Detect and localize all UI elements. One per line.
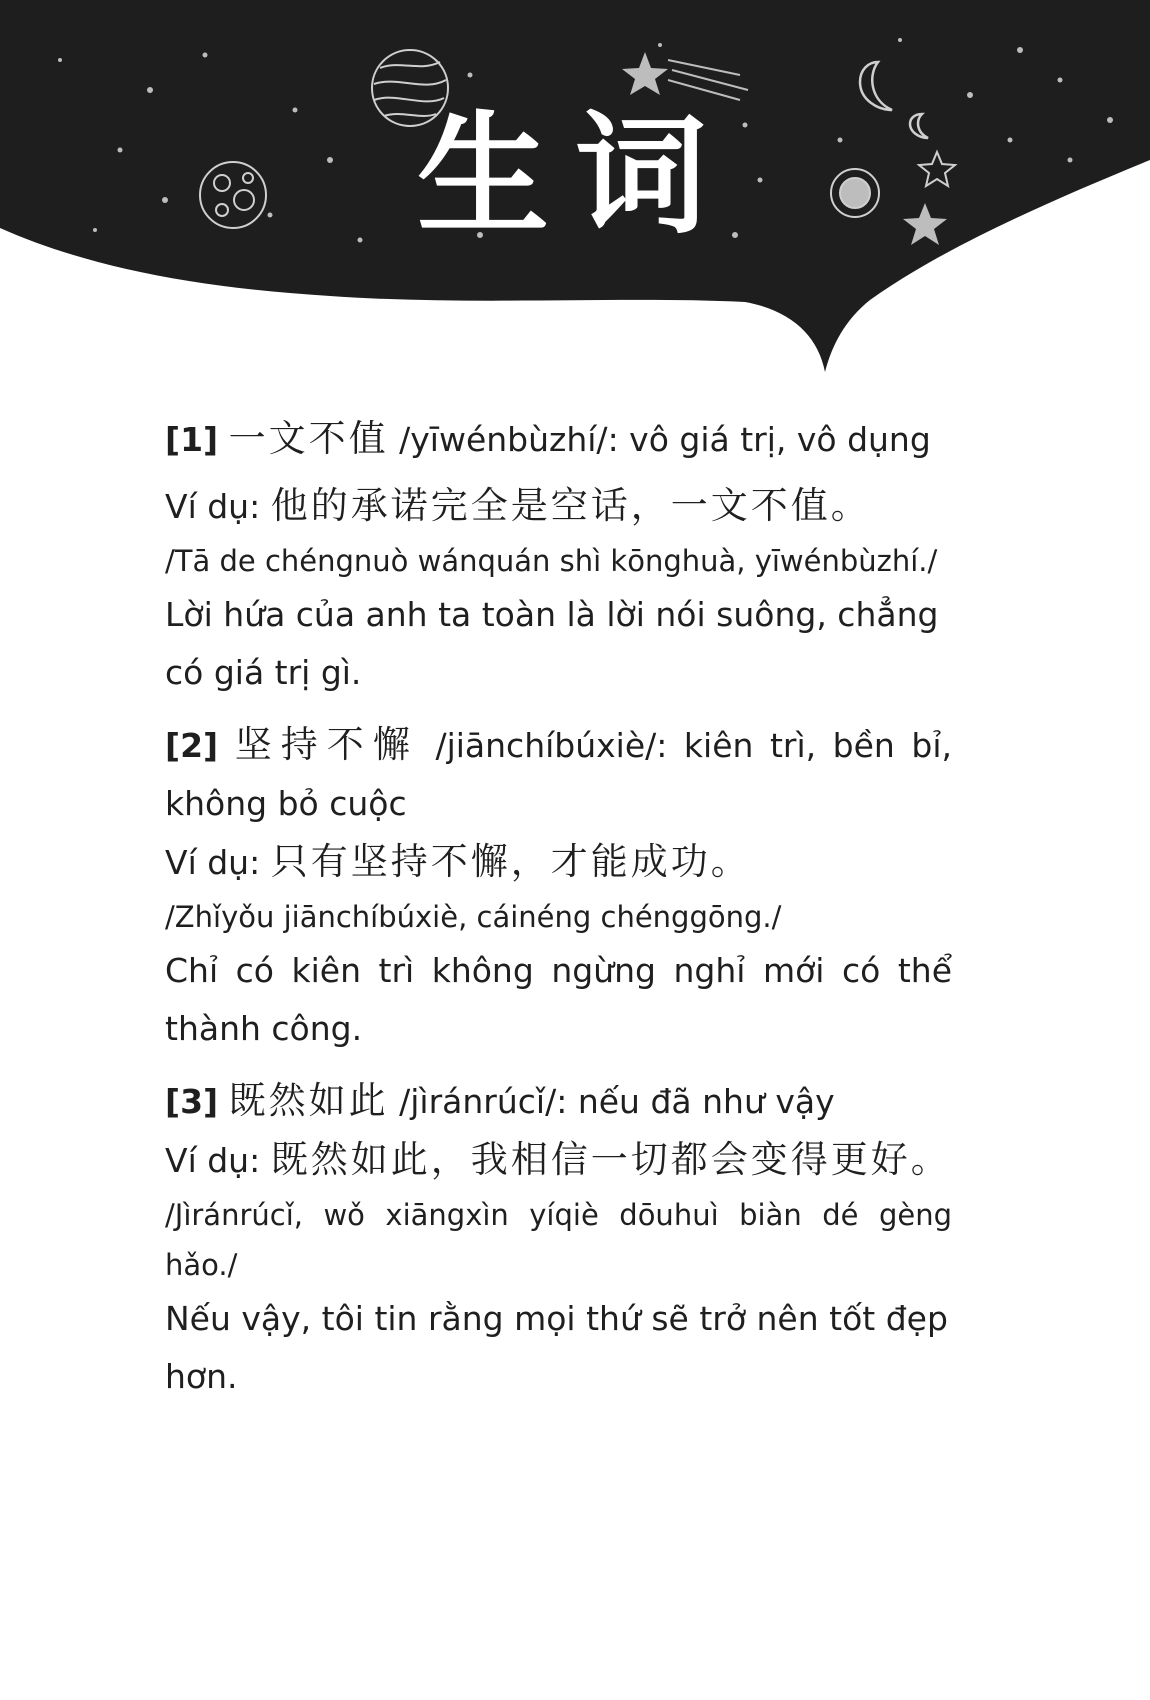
entry-heading <box>165 1072 952 1131</box>
example-hanzi: 他的承诺完全是空话，一文不值。 <box>270 484 871 527</box>
entry-pinyin: /jìránrúcǐ/ <box>399 1082 557 1121</box>
example-pinyin: /Jìránrúcǐ, wǒ xiāngxìn yíqiè dōuhuì biàn dé gèng hǎo./ <box>165 1198 952 1282</box>
entry-number: [2] <box>165 726 219 765</box>
entry-meaning: : vô giá trị, vô dụng <box>607 420 931 459</box>
example-label: Ví dụ: <box>165 1141 271 1180</box>
example-hanzi: 既然如此，我相信一切都会变得更好。 <box>270 1138 951 1181</box>
vocab-entry-3 <box>165 1072 952 1406</box>
entry-pinyin: /jiānchíbúxiè/ <box>435 726 657 765</box>
example-line <box>165 833 952 892</box>
header-banner <box>0 0 1150 420</box>
entry-meaning: : nếu đã như vậy <box>556 1082 835 1121</box>
vocab-entry-1 <box>165 410 952 702</box>
entry-pinyin: /yīwénbùzhí/ <box>399 420 608 459</box>
example-pinyin: /Zhǐyǒu jiānchíbúxiè, cáinéng chénggōng./ <box>165 900 782 934</box>
entry-heading <box>165 410 952 469</box>
entry-number: [1] <box>165 420 219 459</box>
entry-hanzi: 既然如此 <box>228 1079 389 1122</box>
entry-hanzi: 一文不值 <box>228 417 389 460</box>
entry-number: [3] <box>165 1082 219 1121</box>
example-line <box>165 477 952 536</box>
page-title: 生词 <box>417 98 733 253</box>
example-translation: Nếu vậy, tôi tin rằng mọi thứ sẽ trở nên tốt đẹp hơn. <box>165 1299 948 1396</box>
example-pinyin: /Tā de chéngnuò wánquán shì kōnghuà, yīwénbùzhí./ <box>165 544 938 578</box>
example-translation: Chỉ có kiên trì không ngừng nghỉ mới có thể thành công. <box>165 951 952 1048</box>
example-translation: Lời hứa của anh ta toàn là lời nói suông, chẳng có giá trị gì. <box>165 595 939 692</box>
example-label: Ví dụ: <box>165 487 271 526</box>
example-hanzi: 只有坚持不懈，才能成功。 <box>270 840 751 883</box>
entry-hanzi: 坚持不懈 <box>234 723 419 766</box>
entry-heading <box>165 716 952 833</box>
example-label: Ví dụ: <box>165 843 271 882</box>
entry-meaning: : kiên trì, bền bỉ, không bỏ cuộc <box>165 726 952 823</box>
vocabulary-list <box>165 410 952 1406</box>
vocab-entry-2 <box>165 716 952 1058</box>
example-line <box>165 1131 952 1190</box>
